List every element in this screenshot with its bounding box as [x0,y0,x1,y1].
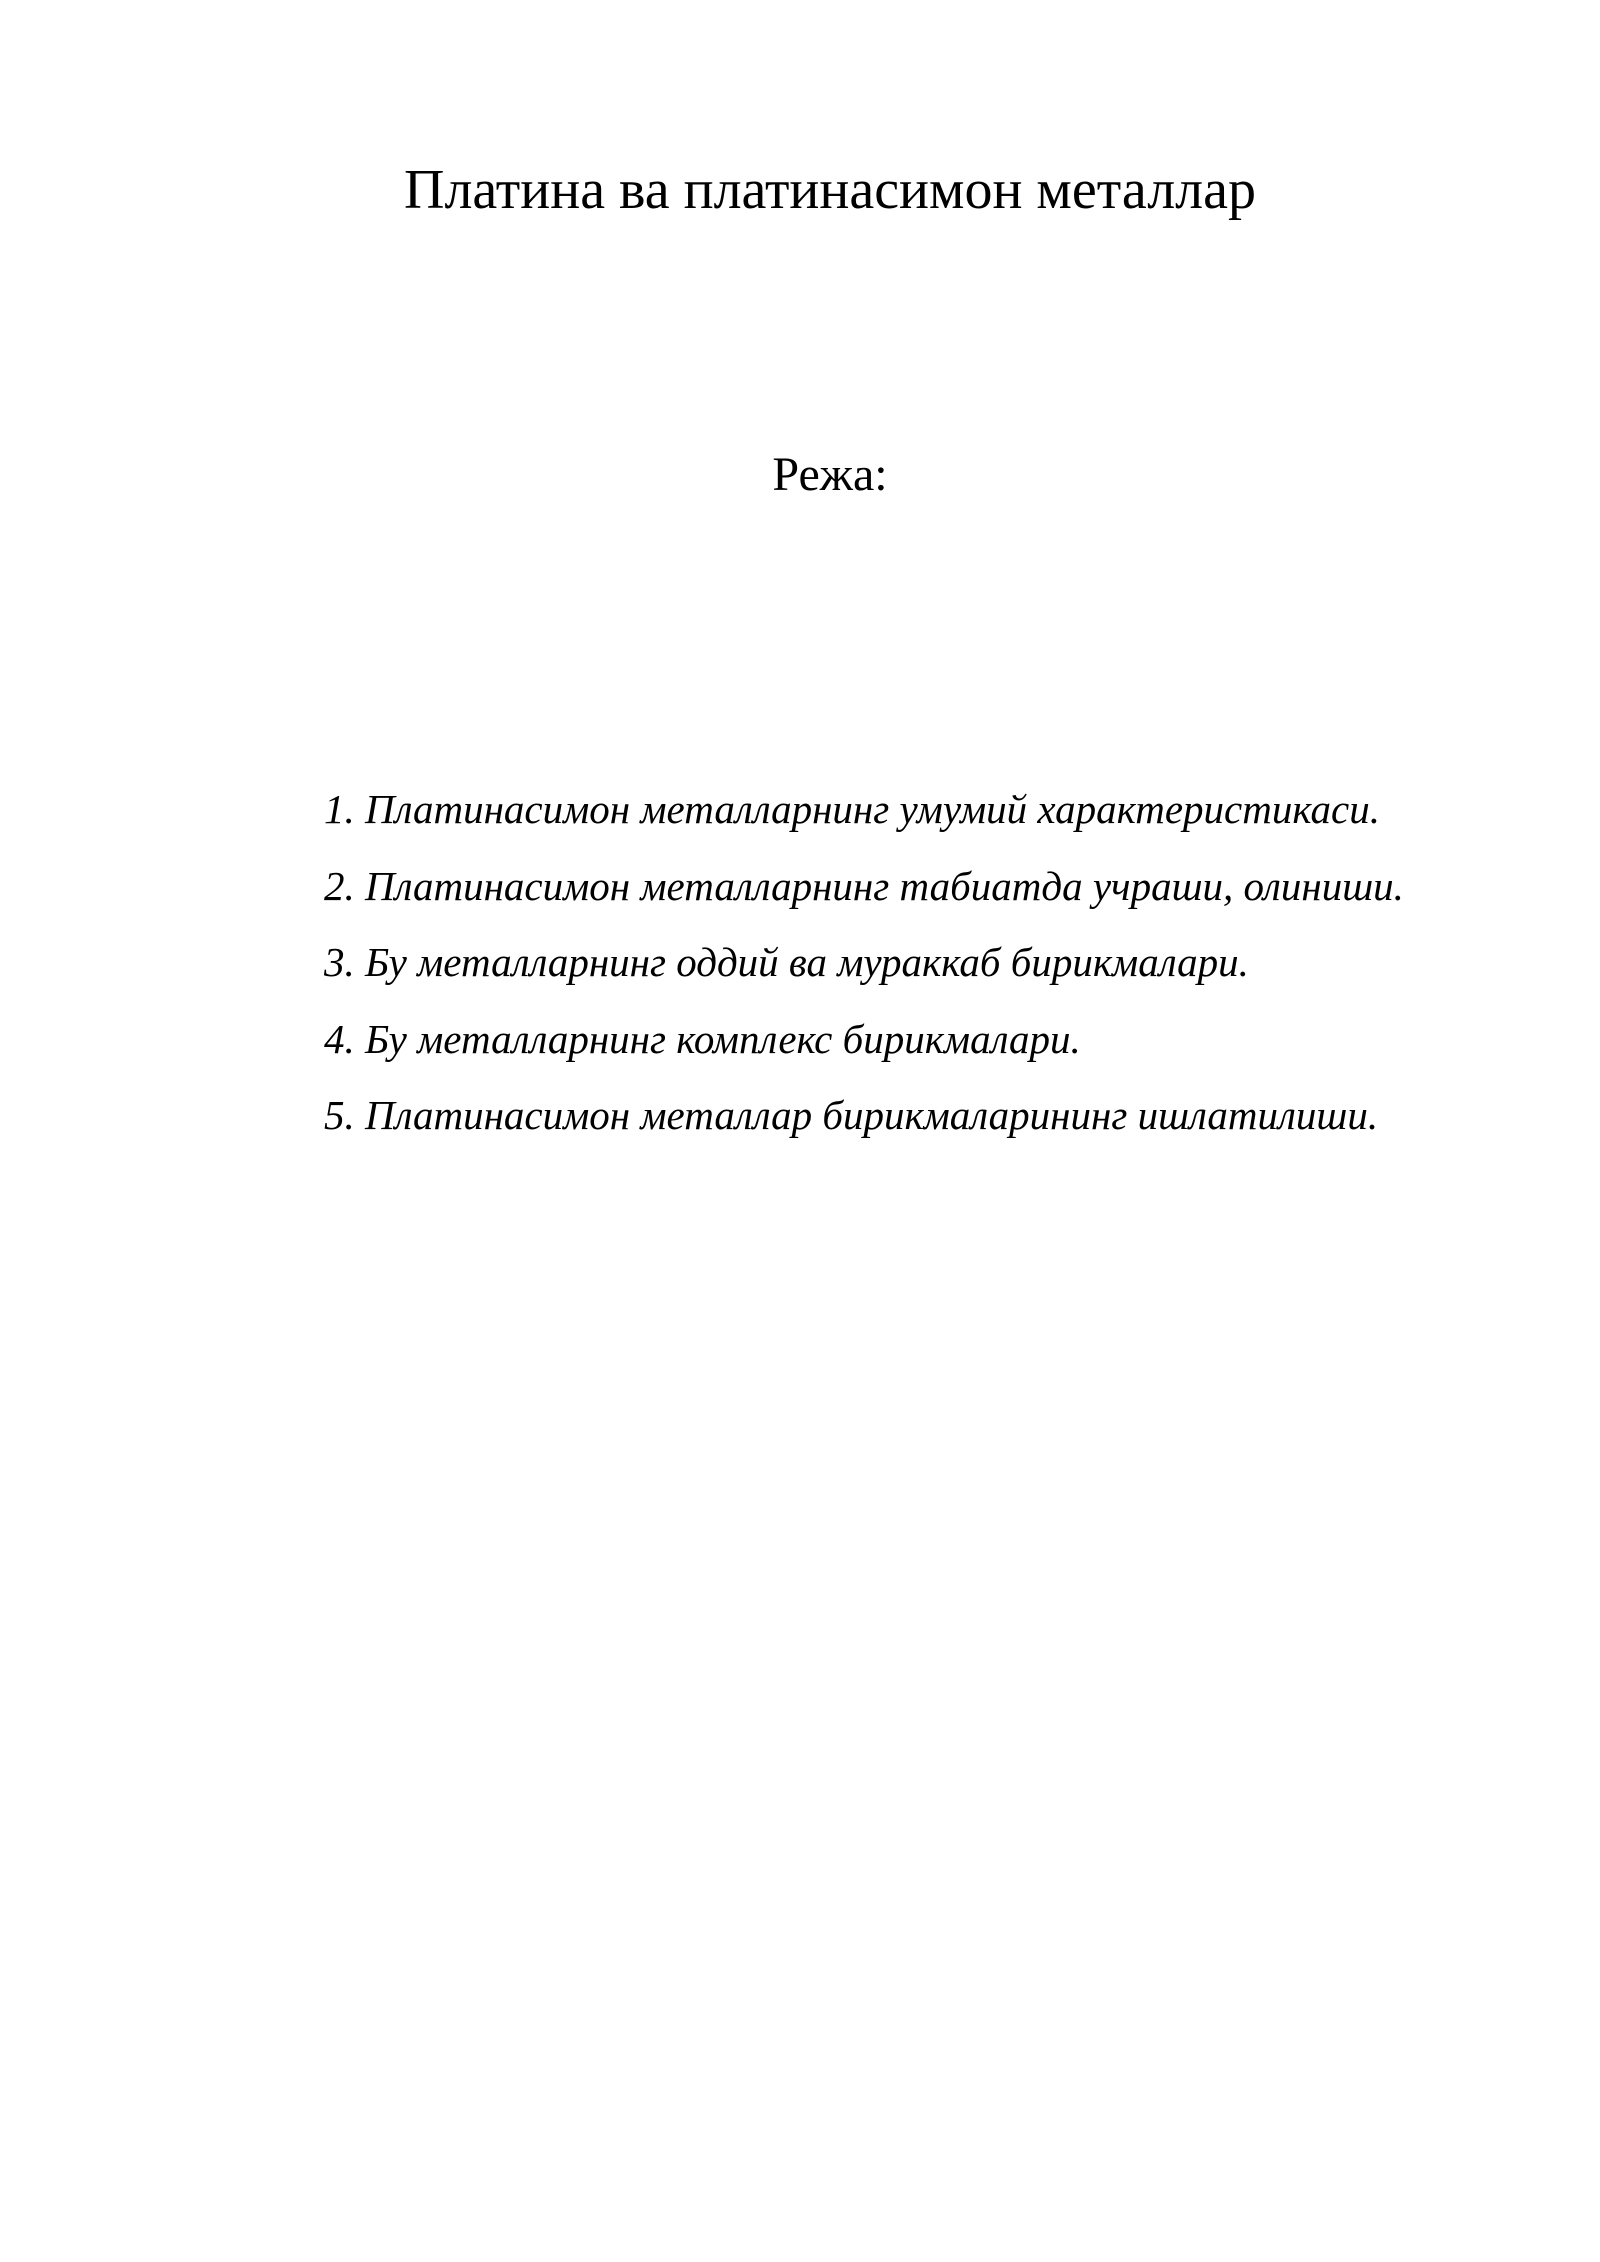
plan-list [324,783,1404,1166]
plan-item-5: 5. Платинасимон металлар бирикмаларининг ишлатилиши. [324,1092,1379,1138]
plan-item-2: 2. Платинасимон металларнинг табиатда учраши, олиниши. [324,862,1404,909]
plan-item-4: 4. Бу металларнинг комплекс бирикмалари. [324,1015,1081,1062]
plan-item-3: 3. Бу металларнинг оддий ва мураккаб бирикмалари. [324,939,1249,985]
document-title: Платина ва платинасимон металлар [404,159,1256,221]
plan-item-1: 1. Платинасимон металларнинг умумий характеристикаси. [324,786,1380,832]
plan-heading: Режа: [772,448,888,501]
